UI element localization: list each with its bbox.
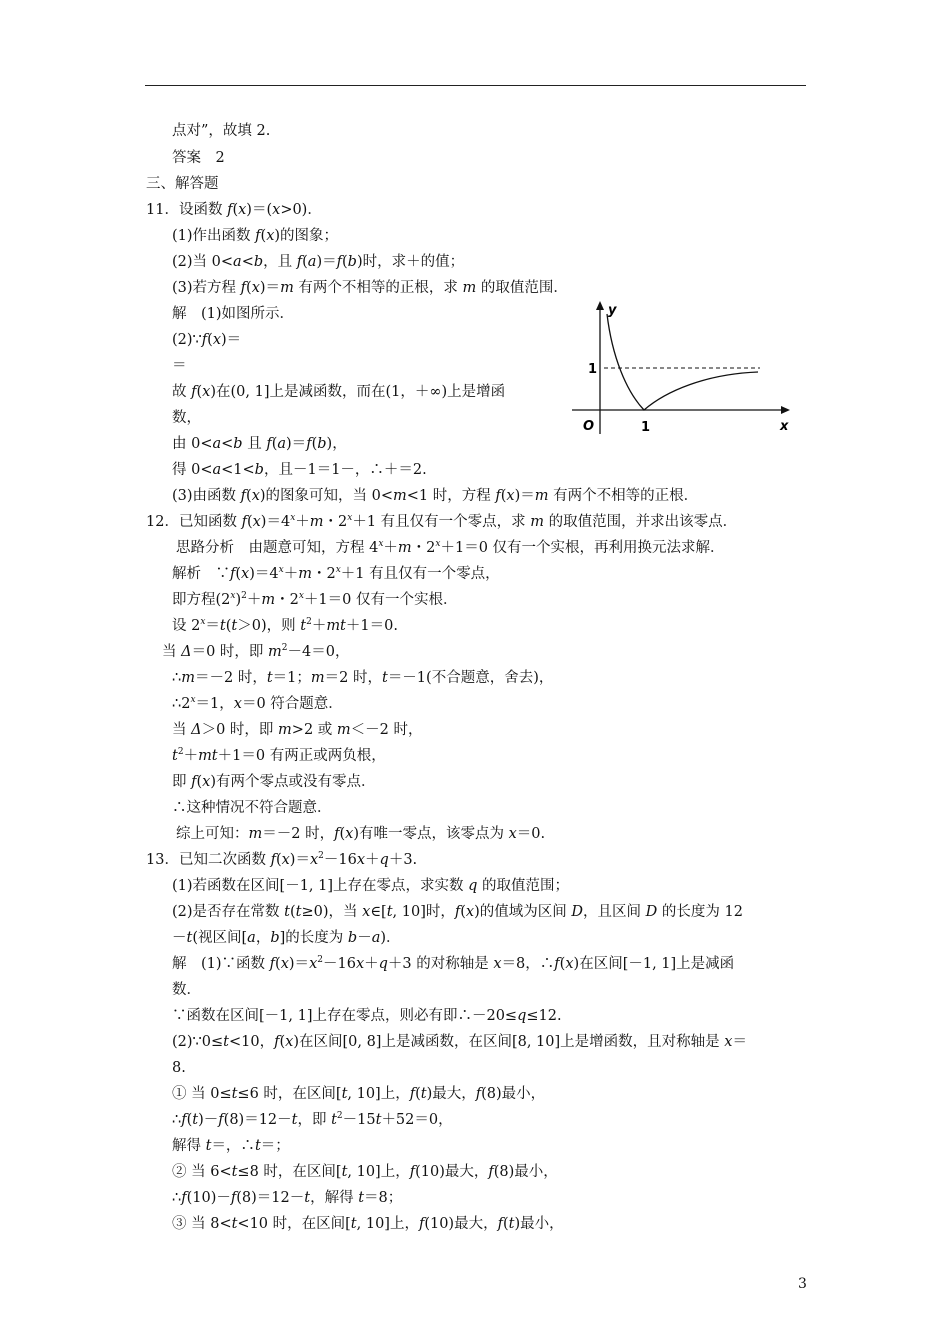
text-line: 12．已知函数 $f(x)=4^x+m$・$2^x+1$ 有且仅有一个零点，求 m 的取值范围，并求出该零点．	[146, 513, 738, 530]
text-line: 故 f(x)在(0, 1]上是减函数，而在(1，＋∞)上是增函	[172, 384, 506, 400]
origin-label: O	[583, 419, 595, 434]
text-line: ② 当 6<t≤8 时，在区间[t, 10]上，f(10)最大，f(8)最小，	[172, 1164, 558, 1180]
text-line: (2)当 0<a<b，且 f(a)＝f(b)时，求＋的值；	[172, 254, 465, 270]
text-line: 思路分析 由题意可知，方程 $4^x+m$・$2^x+1=0$ 仅有一个实根，再利用换元法求解．	[176, 539, 725, 556]
text-line: (3)由函数 f(x)的图象可知，当 0<m<1 时，方程 f(x)＝m 有两个不相等的正根．	[172, 488, 699, 504]
text-line: (2)是否存在常数 t(t≥0)，当 x∈[t, 10]时，f(x)的值域为区间 D，且区间 D 的长度为 12	[172, 904, 743, 920]
text-line: 得 0<a<1<b，且－1＝1－，∴＋＝2.	[172, 462, 427, 478]
text-line: 当 Δ＝0 时，即 $m^2-4=0$，	[162, 643, 350, 660]
text-line: 即 f(x)有两个零点或没有零点．	[172, 774, 376, 790]
text-line: 当 Δ＞0 时，即 m>2 或 m＜－2 时，	[172, 722, 423, 738]
text-line: ∵函数在区间[－1, 1]上存在零点，则必有即∴－20≤q≤12.	[172, 1008, 562, 1024]
text-line: 点对”，故填 2.	[172, 123, 271, 139]
text-line: ① 当 0≤t≤6 时，在区间[t, 10]上，f(t)最大，f(8)最小，	[172, 1086, 546, 1102]
text-line: 解 (1)∵函数 $f(x)=x^2-16x+q+3$ 的对称轴是 x＝8，∴f(x)在区间[－1, 1]上是减函	[172, 955, 735, 972]
page-number: 3	[798, 1276, 807, 1292]
text-line: 数，	[172, 410, 201, 426]
text-line: (2)∵f(x)＝	[172, 332, 242, 348]
text-line: (1)作出函数 f(x)的图象；	[172, 228, 339, 244]
text-line: 数．	[172, 982, 201, 998]
text-line: ∴f(t)－f(8)＝12－t，即 $t^2-15t+52=0$，	[172, 1111, 453, 1128]
text-line: (2)∵0≤t<10，f(x)在区间[0, 8]上是减函数，在区间[8, 10]上是增函数，且对称轴是 x＝	[172, 1034, 747, 1050]
text-line: ∴f(10)－f(8)＝12－t，解得 t＝8；	[172, 1190, 403, 1206]
text-line: 解析 $\because f(x)=4^x+m$・$2^x+1$ 有且仅有一个零点，	[172, 565, 500, 582]
text-line: 三、解答题	[146, 176, 219, 192]
text-line: ∴这种情况不符合题意．	[172, 800, 332, 816]
text-line: (3)若方程 f(x)＝m 有两个不相等的正根，求 m 的取值范围．	[172, 280, 568, 296]
y-tick-label: 1	[588, 362, 598, 377]
text-line: ③ 当 8<t<10 时，在区间[t, 10]上，f(10)最大，f(t)最小，	[172, 1216, 564, 1232]
text-line: －t(视区间[a，b]的长度为 b－a)．	[172, 930, 401, 946]
header-rule	[145, 85, 806, 86]
x-axis-label: x	[780, 419, 789, 434]
text-line: $\therefore 2^x=1$，x＝0 符合题意．	[172, 695, 343, 712]
text-line: 由 0<a<b 且 f(a)＝f(b)，	[172, 436, 347, 452]
text-line: $t^2+mt+1=0$ 有两正或两负根，	[172, 747, 386, 764]
text-line: 设 $2^x=t(t>0)$，则 $t^2+mt+1=0$.	[172, 617, 398, 634]
function-graph	[566, 296, 806, 436]
y-axis-label: y	[608, 303, 617, 318]
text-line: 综上可知：m＝－2 时，f(x)有唯一零点，该零点为 x＝0.	[176, 826, 546, 842]
function-curve	[607, 314, 758, 410]
text-line: 13．已知二次函数 $f(x)=x^2-16x+q+3$.	[146, 851, 418, 868]
text-line: ＝	[172, 358, 187, 374]
text-line: 解得 t＝，∴t＝；	[172, 1138, 290, 1154]
text-line: 答案 2	[172, 150, 225, 166]
x-axis-arrow	[781, 406, 790, 414]
text-line: ∴m＝－2 时，t＝1；m＝2 时，t＝－1(不合题意，舍去)，	[172, 670, 554, 686]
x-tick-label: 1	[641, 420, 651, 435]
text-line: 8.	[172, 1060, 186, 1076]
y-axis-arrow	[596, 301, 604, 310]
text-line: 即方程$(2^x)^2+m$・$2^x+1=0$ 仅有一个实根．	[172, 591, 458, 608]
text-line: (1)若函数在区间[－1, 1]上存在零点，求实数 q 的取值范围；	[172, 878, 570, 894]
text-line: 解 (1)如图所示．	[172, 306, 295, 322]
text-line: 11．设函数 f(x)＝(x>0)．	[146, 202, 322, 218]
